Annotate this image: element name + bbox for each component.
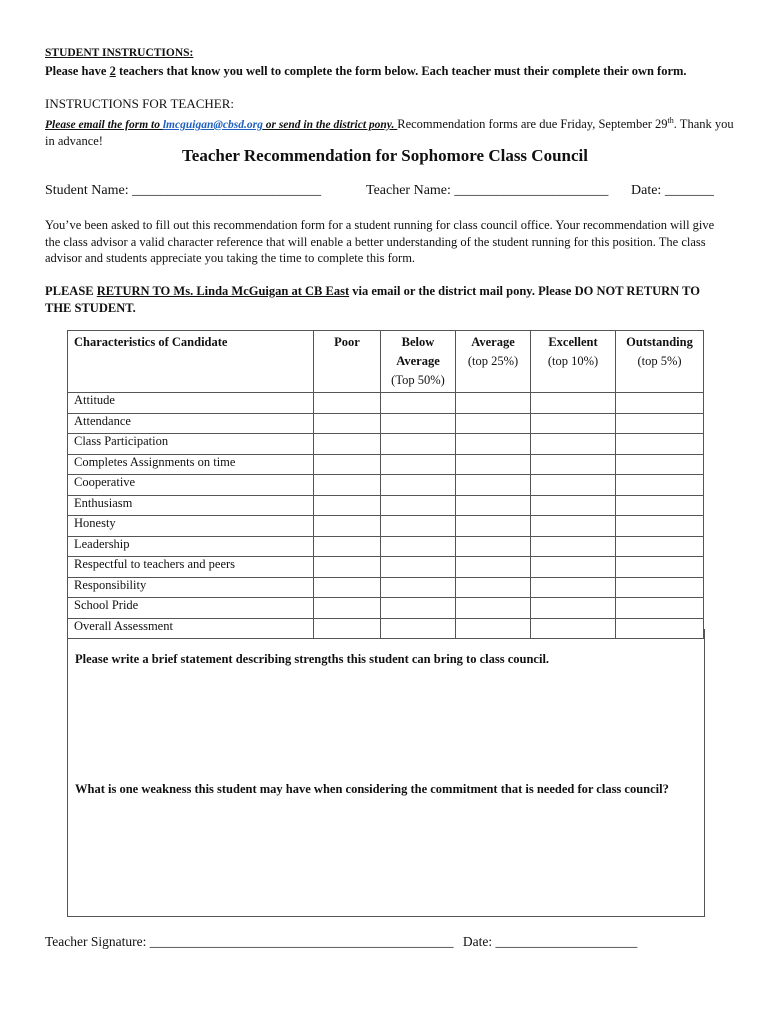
rating-cell[interactable]: [531, 536, 616, 557]
rating-cell[interactable]: [531, 577, 616, 598]
characteristic-label: Respectful to teachers and peers: [68, 557, 314, 578]
due-date-suffix: th: [667, 116, 674, 125]
signature-date-field[interactable]: Date: _____________________: [462, 934, 638, 949]
rating-cell[interactable]: [531, 393, 616, 414]
rating-cell[interactable]: [314, 475, 381, 496]
rating-cell[interactable]: [381, 536, 456, 557]
characteristic-label: Overall Assessment: [68, 618, 314, 639]
statement-box[interactable]: [67, 629, 705, 917]
rating-cell[interactable]: [456, 598, 531, 619]
email-instruction-pre: Please email the form to: [45, 119, 163, 132]
rating-cell[interactable]: [314, 495, 381, 516]
rating-cell[interactable]: [616, 577, 704, 598]
rating-cell[interactable]: [531, 598, 616, 619]
characteristic-label: Attendance: [68, 413, 314, 434]
characteristic-label: Leadership: [68, 536, 314, 557]
intro-paragraph: You’ve been asked to fill out this recommendation form for a student running for class council office. Your recommendation will give the class advisor a valid character reference that will enable a better understanding of the student running for this position. The class advisor and students appreciate you taking the time to complete this form.: [45, 218, 715, 265]
weakness-question: What is one weakness this student may have when considering the commitment that is needed for class council?: [75, 782, 669, 796]
rating-cell[interactable]: [616, 598, 704, 619]
characteristic-label: Attitude: [68, 393, 314, 414]
table-row: [68, 454, 704, 475]
student-name-field[interactable]: Student Name: ___________________________: [45, 183, 322, 198]
return-recipient: RETURN TO Ms. Linda McGuigan at CB East: [96, 284, 350, 298]
rating-cell[interactable]: [456, 413, 531, 434]
characteristic-label: Responsibility: [68, 577, 314, 598]
rating-cell[interactable]: [314, 557, 381, 578]
table-row: [68, 475, 704, 496]
rating-cell[interactable]: [381, 454, 456, 475]
name-fields: [45, 183, 725, 199]
rating-cell[interactable]: [456, 536, 531, 557]
email-instruction-post: or send in the district pony.: [262, 119, 398, 132]
due-date-post: . Thank you in advance!: [45, 117, 734, 149]
rating-cell[interactable]: [314, 454, 381, 475]
rating-cell[interactable]: [456, 516, 531, 537]
rating-cell[interactable]: [314, 413, 381, 434]
email-link[interactable]: lmcguigan@cbsd.org: [162, 119, 263, 132]
characteristic-label: Completes Assignments on time: [68, 454, 314, 475]
rating-cell[interactable]: [314, 434, 381, 455]
header-average: Average (top 25%): [456, 331, 531, 393]
instructions-pre: Please have: [45, 64, 110, 78]
strengths-question: Please write a brief statement describing strengths this student can bring to class council.: [75, 652, 550, 666]
rating-cell[interactable]: [616, 393, 704, 414]
rating-cell[interactable]: [314, 516, 381, 537]
return-instructions: [45, 283, 725, 316]
table-row: [68, 413, 704, 434]
due-date-text: Recommendation forms are due Friday, September 29: [397, 117, 668, 132]
table-row: [68, 393, 704, 414]
characteristic-label: School Pride: [68, 598, 314, 619]
table-header-row: [68, 331, 704, 393]
table-row: [68, 577, 704, 598]
rating-cell[interactable]: [616, 495, 704, 516]
rating-table: [67, 330, 704, 639]
rating-cell[interactable]: [531, 516, 616, 537]
rating-cell[interactable]: [381, 413, 456, 434]
teacher-count: 2: [109, 64, 116, 78]
rating-cell[interactable]: [531, 475, 616, 496]
student-instructions-text: [45, 63, 725, 79]
table-row: [68, 495, 704, 516]
signature-line: [45, 934, 637, 950]
instructions-post: teachers that know you well to complete the form below. Each teacher must their complete their own form.: [115, 64, 687, 78]
characteristic-label: Honesty: [68, 516, 314, 537]
teacher-signature-field[interactable]: Teacher Signature: _____________________________________________: [45, 934, 454, 949]
table-row: [68, 434, 704, 455]
date-field[interactable]: Date: _______: [631, 183, 714, 198]
student-instructions-heading: STUDENT INSTRUCTIONS:: [45, 47, 194, 59]
characteristic-label: Enthusiasm: [68, 495, 314, 516]
rating-cell[interactable]: [616, 434, 704, 455]
rating-cell[interactable]: [531, 495, 616, 516]
rating-cell[interactable]: [531, 557, 616, 578]
page-title: Teacher Recommendation for Sophomore Class Council: [182, 146, 588, 165]
table-row: [68, 557, 704, 578]
table-row: [68, 598, 704, 619]
rating-cell[interactable]: [381, 577, 456, 598]
rating-cell[interactable]: [314, 393, 381, 414]
rating-cell[interactable]: [381, 393, 456, 414]
rating-cell[interactable]: [616, 413, 704, 434]
rating-cell[interactable]: [531, 413, 616, 434]
rating-cell[interactable]: [616, 454, 704, 475]
rating-cell[interactable]: [531, 434, 616, 455]
rating-cell[interactable]: [381, 495, 456, 516]
header-below-average: Below Average (Top 50%): [381, 331, 456, 393]
rating-cell[interactable]: [456, 454, 531, 475]
header-characteristics: Characteristics of Candidate: [68, 331, 314, 393]
rating-cell[interactable]: [314, 577, 381, 598]
rating-cell[interactable]: [381, 434, 456, 455]
rating-cell[interactable]: [381, 557, 456, 578]
rating-cell[interactable]: [456, 577, 531, 598]
rating-cell[interactable]: [456, 495, 531, 516]
rating-cell[interactable]: [381, 475, 456, 496]
header-outstanding: Outstanding (top 5%): [616, 331, 704, 393]
teacher-instructions-heading: INSTRUCTIONS FOR TEACHER:: [45, 96, 235, 111]
rating-cell[interactable]: [616, 557, 704, 578]
header-poor: Poor: [314, 331, 381, 393]
characteristic-label: Class Participation: [68, 434, 314, 455]
rating-cell[interactable]: [456, 557, 531, 578]
header-excellent: Excellent (top 10%): [531, 331, 616, 393]
rating-cell[interactable]: [456, 475, 531, 496]
rating-cell[interactable]: [531, 454, 616, 475]
rating-cell[interactable]: [456, 393, 531, 414]
return-pre: PLEASE: [45, 284, 97, 298]
teacher-name-field[interactable]: Teacher Name: ______________________: [366, 183, 609, 198]
table-row: [68, 536, 704, 557]
rating-cell[interactable]: [381, 516, 456, 537]
return-post: via email or the district mail pony. Please DO NOT RETURN TO THE STUDENT.: [45, 284, 700, 315]
rating-cell[interactable]: [456, 434, 531, 455]
table-row: [68, 516, 704, 537]
rating-cell[interactable]: [314, 598, 381, 619]
rating-cell[interactable]: [616, 475, 704, 496]
teacher-instructions-text: [45, 113, 735, 149]
rating-cell[interactable]: [314, 536, 381, 557]
rating-cell[interactable]: [381, 598, 456, 619]
characteristic-label: Cooperative: [68, 475, 314, 496]
rating-cell[interactable]: [616, 536, 704, 557]
rating-cell[interactable]: [616, 516, 704, 537]
